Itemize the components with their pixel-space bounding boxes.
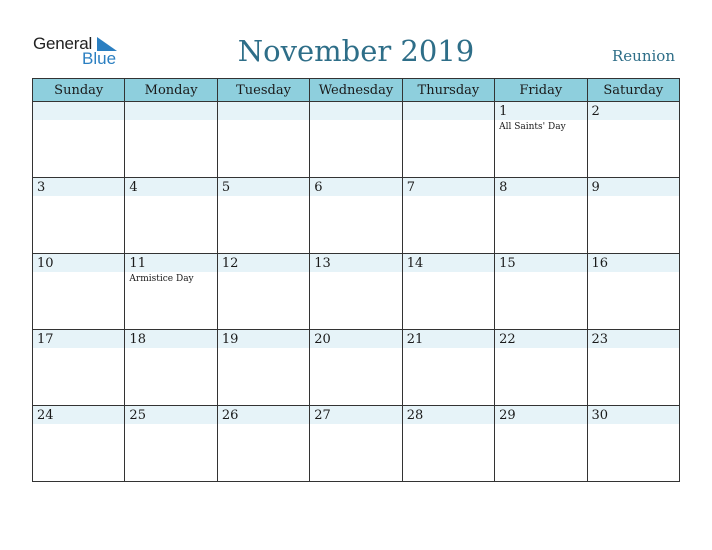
day-number: 4 — [129, 180, 138, 195]
day-number: 1 — [499, 104, 508, 119]
day-number: 25 — [129, 408, 146, 423]
day-cell — [33, 406, 125, 482]
day-header-band — [33, 178, 124, 196]
day-cell — [587, 254, 679, 330]
day-number: 21 — [406, 332, 424, 347]
holiday-label: All Saints' Day — [499, 122, 566, 132]
day-number: 15 — [499, 256, 516, 271]
day-cell — [402, 254, 494, 330]
week-row — [33, 102, 680, 178]
day-header-band — [125, 102, 216, 120]
day-cell — [402, 330, 494, 406]
day-number: 23 — [591, 332, 609, 347]
day-header-band — [403, 102, 494, 120]
week-row — [33, 406, 680, 482]
day-cell — [402, 178, 494, 254]
day-cell — [310, 330, 402, 406]
day-header-band — [310, 102, 401, 120]
day-number: 9 — [591, 180, 600, 195]
day-header-band — [218, 178, 309, 196]
day-header-band — [125, 178, 216, 196]
day-number: 16 — [591, 256, 609, 271]
day-number: 14 — [406, 256, 424, 271]
day-number: 7 — [406, 180, 415, 195]
day-number: 10 — [37, 256, 54, 271]
day-cell — [587, 178, 679, 254]
day-cell — [495, 330, 587, 406]
day-cell — [217, 406, 309, 482]
week-row — [33, 178, 680, 254]
day-cell — [310, 406, 402, 482]
weekday-header-row — [33, 79, 680, 102]
weekday-header: Saturday — [587, 79, 679, 102]
month-calendar — [32, 78, 680, 482]
day-number: 6 — [314, 180, 323, 195]
day-cell — [587, 406, 679, 482]
day-cell — [33, 254, 125, 330]
logo-text-general: General — [33, 34, 93, 53]
day-cell — [402, 102, 494, 178]
day-number: 29 — [499, 408, 516, 423]
day-cell — [125, 254, 217, 330]
day-header-band — [403, 178, 494, 196]
weekday-header: Monday — [125, 79, 217, 102]
calendar-title: November 2019 — [237, 34, 475, 68]
day-cell — [495, 254, 587, 330]
day-number: 30 — [591, 408, 609, 423]
day-number: 2 — [591, 104, 600, 119]
day-cell — [310, 178, 402, 254]
day-cell — [310, 102, 402, 178]
day-header-band — [310, 178, 401, 196]
day-header-band — [495, 178, 586, 196]
day-cell — [125, 102, 217, 178]
day-cell — [310, 254, 402, 330]
day-number: 11 — [129, 256, 146, 271]
day-number: 3 — [37, 180, 46, 195]
week-row — [33, 330, 680, 406]
day-cell — [217, 102, 309, 178]
day-number: 27 — [314, 408, 331, 423]
day-number: 5 — [221, 180, 231, 195]
day-cell — [217, 254, 309, 330]
week-row — [33, 254, 680, 330]
day-number: 19 — [221, 332, 239, 347]
weekday-header: Thursday — [402, 79, 494, 102]
day-number: 24 — [37, 408, 54, 423]
day-number: 18 — [129, 332, 146, 347]
day-cell — [495, 406, 587, 482]
day-cell — [587, 102, 679, 178]
day-number: 12 — [221, 256, 239, 271]
day-cell — [217, 330, 309, 406]
day-cell — [33, 178, 125, 254]
day-number: 17 — [37, 332, 54, 347]
region-label: Reunion — [612, 47, 675, 65]
day-cell — [217, 178, 309, 254]
day-cell — [587, 330, 679, 406]
day-cell — [125, 330, 217, 406]
weekday-header: Friday — [495, 79, 587, 102]
day-cell — [33, 102, 125, 178]
weekday-header: Sunday — [33, 79, 125, 102]
day-header-band — [495, 102, 586, 120]
day-cell — [33, 330, 125, 406]
day-cell — [125, 406, 217, 482]
logo-text-blue: Blue — [82, 49, 117, 68]
day-header-band — [588, 178, 679, 196]
day-header-band — [33, 102, 124, 120]
day-header-band — [588, 102, 679, 120]
day-number: 20 — [314, 332, 331, 347]
day-header-band — [218, 102, 309, 120]
day-cell — [402, 406, 494, 482]
day-number: 13 — [314, 256, 331, 271]
day-number: 22 — [499, 332, 516, 347]
day-cell — [495, 102, 587, 178]
holiday-label: Armistice Day — [129, 274, 194, 284]
day-number: 28 — [406, 408, 424, 423]
day-number: 8 — [499, 180, 508, 195]
day-number: 26 — [221, 408, 239, 423]
day-cell — [125, 178, 217, 254]
day-cell — [495, 178, 587, 254]
weekday-header: Wednesday — [310, 79, 402, 102]
weekday-header: Tuesday — [217, 79, 309, 102]
